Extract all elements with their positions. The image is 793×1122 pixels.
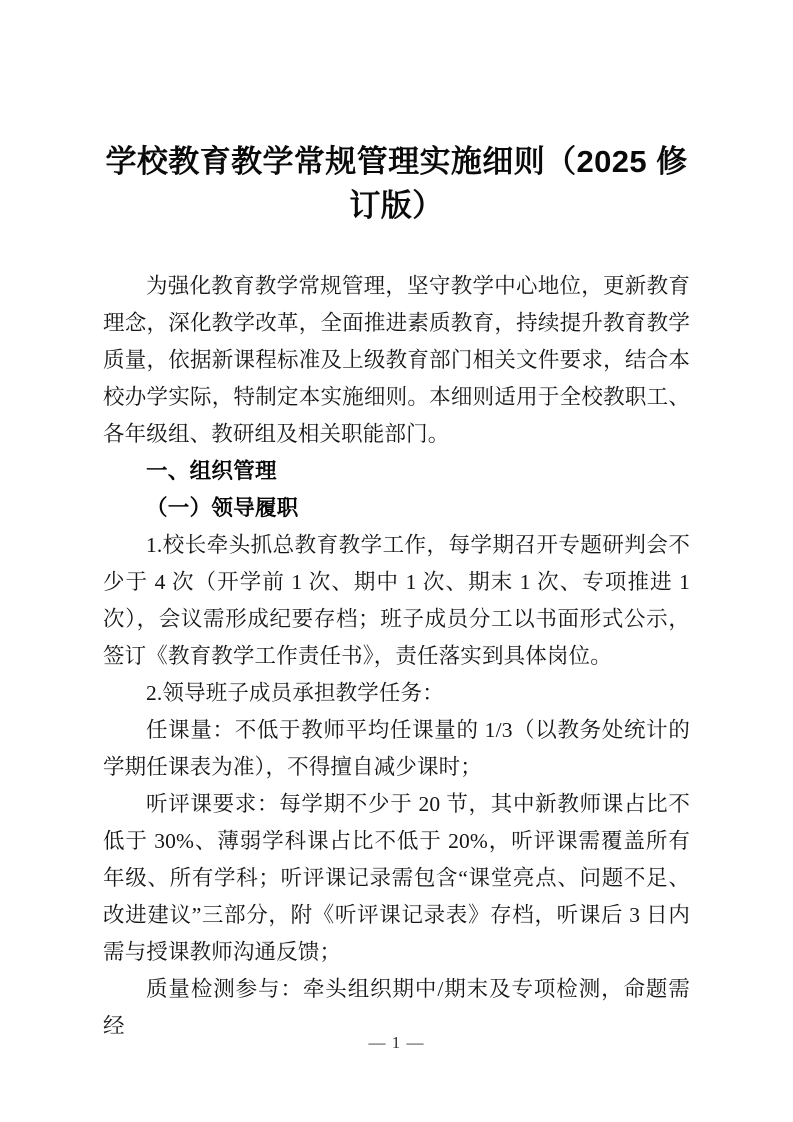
clause-2-leadership-teaching-tasks: 2.领导班子成员承担教学任务： [146,681,444,705]
intro-paragraph: 为强化教育教学常规管理，坚守教学中心地位，更新教育理念，深化教学改革，全面推进素质教育，持续提升教育教学质量，依据新课程标准及上级教育部门相关文件要求，结合本校办学实际，特制定本实施细则。本细则适用于全校教职工、各年级组、教研组及相关职能部门。 [103,274,690,446]
subsection-heading-leadership-duties: （一）领导履职 [146,496,299,520]
page-content [103,0,690,1045]
clause-teaching-load: 任课量：不低于教师平均任课量的 1/3（以教务处统计的学期任课表为准），不得擅自减少课时； [103,718,690,779]
clause-1-principal-lead: 1.校长牵头抓总教育教学工作，每学期召开专题研判会不少于 4 次（开学前 1 次、期中 1 次、期末 1 次、专项推进 1 次），会议需形成纪要存档；班子成员分工以书面形式公示，签订《教育教学工作责任书》，责任落实到具体岗位。 [103,533,690,668]
section-heading-organization: 一、组织管理 [146,459,277,483]
page-number-footer: — 1 — [368,1033,425,1052]
document-body [103,268,690,1045]
clause-class-observation-requirements: 听评课要求：每学期不少于 20 节，其中新教师课占比不低于 30%、薄弱学科课占比不低于 20%，听评课需覆盖所有年级、所有学科；听评课记录需包含“课堂亮点、问题不足、改进建议”三部分，附《听评课记录表》存档，听课后 3 日内需与授课教师沟通反馈； [103,792,690,964]
clause-quality-assessment-participation: 质量检测参与：牵头组织期中/期末及专项检测，命题需经 [103,977,690,1038]
page-title: 学校教育教学常规管理实施细则（2025 修订版） [105,144,688,223]
